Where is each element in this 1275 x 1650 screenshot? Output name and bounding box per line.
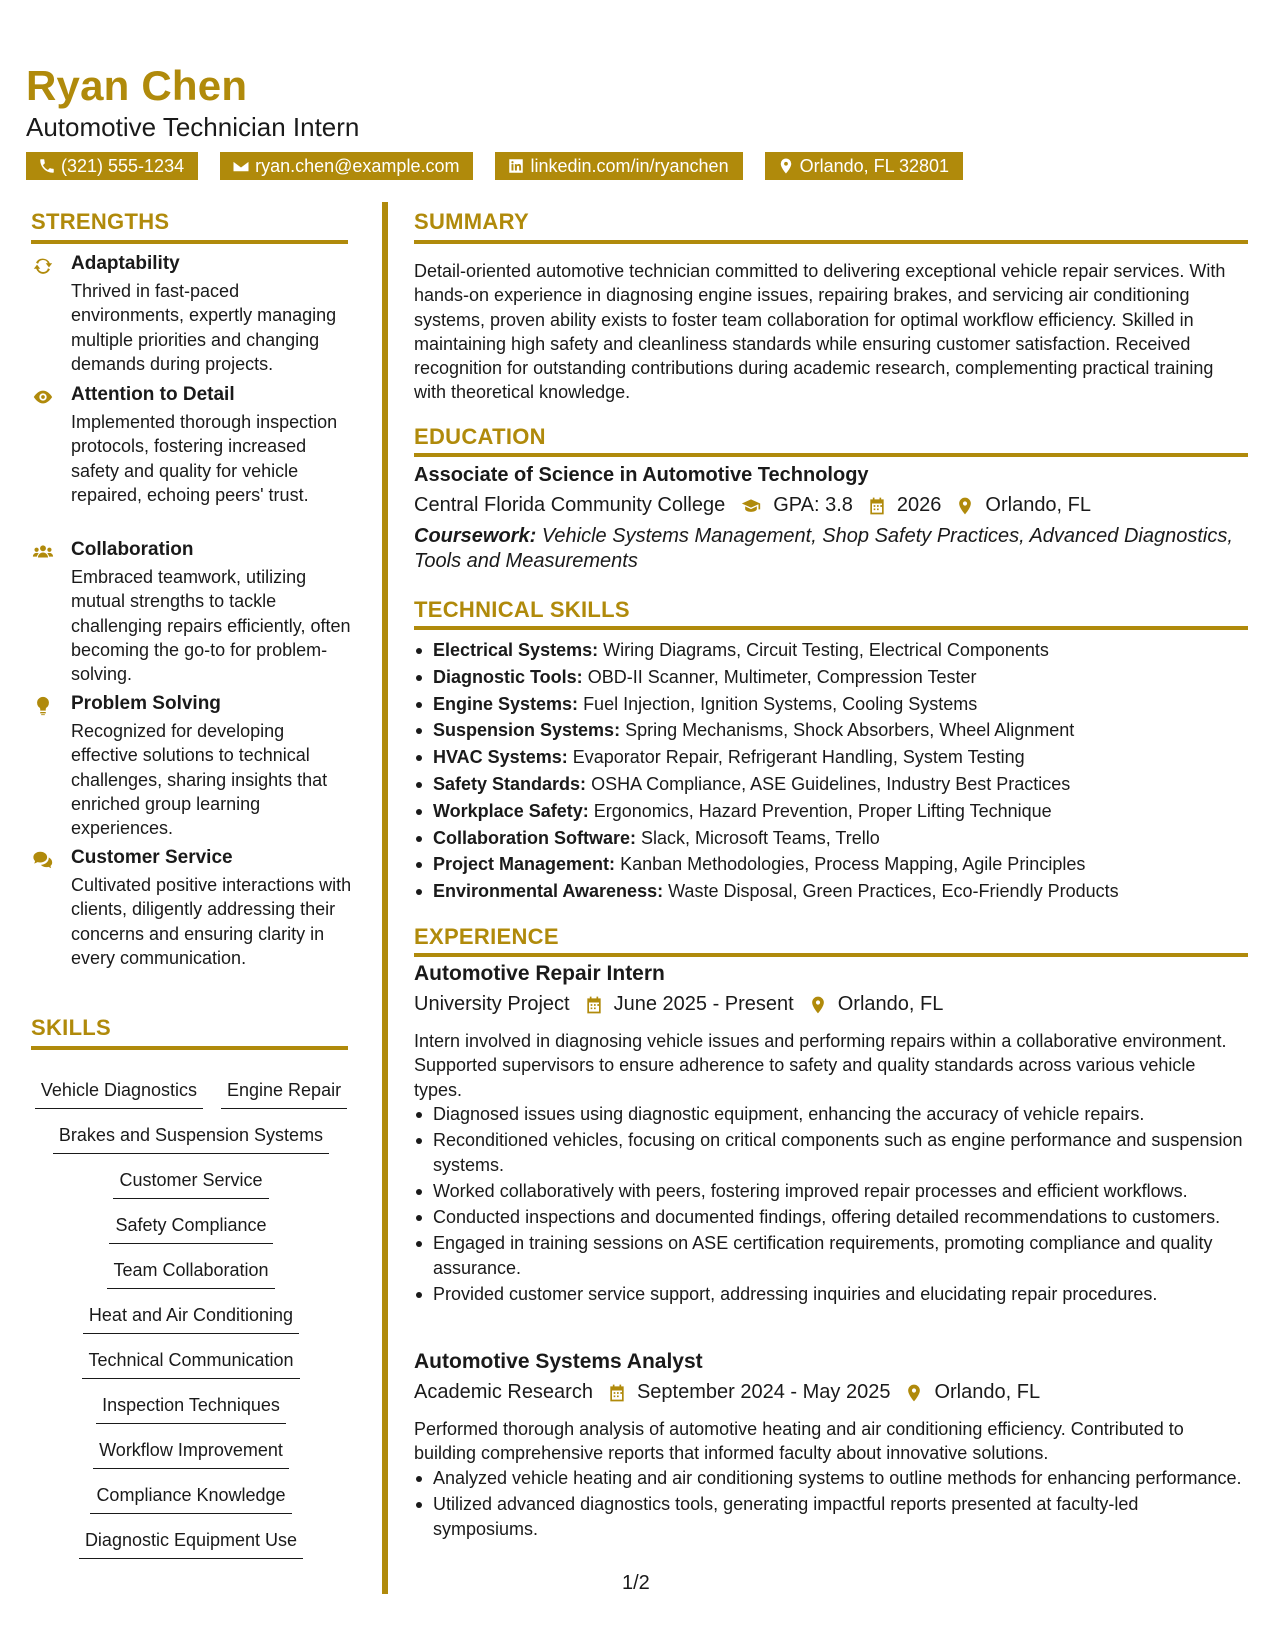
- users-icon: [32, 541, 54, 563]
- list-item: Environmental Awareness: Waste Disposal, Green Practices, Eco-Friendly Products: [414, 878, 1244, 905]
- technical-skills-heading: TECHNICAL SKILLS: [414, 597, 630, 622]
- skill-tag: Engine Repair: [221, 1078, 347, 1109]
- skill-tag: Vehicle Diagnostics: [35, 1078, 203, 1109]
- skills-heading: SKILLS: [31, 1015, 112, 1040]
- eye-icon: [32, 386, 54, 408]
- skill-tag: Compliance Knowledge: [90, 1483, 291, 1514]
- job-summary: Intern involved in diagnosing vehicle issues and performing repairs within a collaborative environment. Supported supervisors to ensure adherence to safety and quality standards across various vehicle types.: [414, 1031, 1227, 1100]
- job-org: University Project: [414, 993, 570, 1015]
- location-chip: [765, 152, 963, 180]
- graduation-cap-icon: [739, 496, 763, 516]
- skill-tag: Heat and Air Conditioning: [83, 1303, 299, 1334]
- calendar-icon: [607, 1383, 627, 1403]
- skill-tag: Technical Communication: [82, 1348, 299, 1379]
- skill-tag: Brakes and Suspension Systems: [53, 1123, 329, 1154]
- coursework: [414, 524, 1244, 574]
- job-location: Orlando, FL: [934, 1381, 1041, 1403]
- education-location: Orlando, FL: [985, 494, 1092, 516]
- strength-desc: Embraced teamwork, utilizing mutual strengths to tackle challenging repairs efficiently, often becoming the go-to for problem-solving.: [71, 567, 351, 685]
- job-summary: Performed thorough analysis of automotive heating and air conditioning efficiency. Contributed to building comprehensive reports that informed faculty about innovative solutions.: [414, 1419, 1184, 1464]
- phone-chip[interactable]: [26, 152, 198, 180]
- list-item: Worked collaboratively with peers, fostering improved repair processes and efficient workflows.: [414, 1179, 1244, 1203]
- summary-rule: [414, 240, 1248, 244]
- skill-tag: Workflow Improvement: [93, 1438, 289, 1469]
- candidate-name: Ryan Chen: [26, 62, 248, 109]
- summary-heading: SUMMARY: [414, 209, 529, 234]
- skill-tag: Inspection Techniques: [96, 1393, 286, 1424]
- job-bullets: [414, 1102, 1244, 1306]
- education-heading: EDUCATION: [414, 424, 546, 449]
- list-item: Diagnostic Tools: OBD-II Scanner, Multimeter, Compression Tester: [414, 664, 1244, 691]
- map-pin-icon: [904, 1383, 924, 1403]
- coursework-text: Vehicle Systems Management, Shop Safety Practices, Advanced Diagnostics, Tools and Measurements: [414, 525, 1233, 572]
- strength-desc: Cultivated positive interactions with clients, diligently addressing their concerns and ensuring clarity in every communication.: [71, 875, 352, 968]
- page-number: 1/2: [622, 1572, 650, 1594]
- map-pin-icon: [955, 496, 975, 516]
- school-name: Central Florida Community College: [414, 494, 726, 516]
- strength-desc: Thrived in fast-paced environments, expertly managing multiple priorities and changing demands during projects.: [71, 281, 337, 374]
- list-item: Conducted inspections and documented findings, offering detailed recommendations to customers.: [414, 1205, 1244, 1229]
- list-item: Electrical Systems: Wiring Diagrams, Circuit Testing, Electrical Components: [414, 637, 1244, 664]
- strength-title: Adaptability: [71, 253, 180, 274]
- strength-desc: Implemented thorough inspection protocols, fostering increased safety and quality for vehicle repaired, echoing peers' trust.: [71, 412, 338, 505]
- job-title: Automotive Systems Analyst: [414, 1350, 703, 1373]
- job-location: Orlando, FL: [837, 993, 944, 1015]
- list-item: Safety Standards: OSHA Compliance, ASE Guidelines, Industry Best Practices: [414, 771, 1244, 798]
- list-item: Suspension Systems: Spring Mechanisms, Shock Absorbers, Wheel Alignment: [414, 717, 1244, 744]
- phone-icon: [38, 157, 56, 175]
- column-divider: [382, 202, 388, 1594]
- list-item: Collaboration Software: Slack, Microsoft Teams, Trello: [414, 825, 1244, 852]
- technical-skills-rule: [414, 626, 1248, 630]
- strength-item: [32, 384, 352, 529]
- list-item: Reconditioned vehicles, focusing on critical components such as engine performance and suspension systems.: [414, 1128, 1244, 1177]
- skill-tag: Safety Compliance: [109, 1213, 272, 1244]
- skill-tag: Diagnostic Equipment Use: [79, 1528, 303, 1559]
- map-pin-icon: [808, 995, 828, 1015]
- list-item: Analyzed vehicle heating and air conditioning systems to outline methods for enhancing performance.: [414, 1466, 1244, 1490]
- coursework-label: Coursework:: [414, 525, 537, 547]
- gpa-text: GPA: 3.8: [773, 494, 853, 516]
- linkedin-text: linkedin.com/in/ryanchen: [530, 155, 729, 176]
- phone-text: (321) 555-1234: [61, 155, 185, 176]
- list-item: Workplace Safety: Ergonomics, Hazard Prevention, Proper Lifting Technique: [414, 798, 1244, 825]
- experience-rule: [414, 953, 1248, 957]
- strength-title: Collaboration: [71, 539, 194, 560]
- job-title: Automotive Repair Intern: [414, 962, 665, 985]
- strength-item: [32, 253, 352, 373]
- summary-text: Detail-oriented automotive technician committed to delivering exceptional vehicle repair services. With hands-on experience in diagnosing engine issues, repairing brakes, and servicing air conditioning systems, proven ability exists to foster team collaboration for optimal workflow efficiency. Skilled in maintaining high safety and cleanliness standards while ensuring customer satisfaction. Received recognition for outstanding contributions during academic research, complementing practical training with theoretical knowledge.: [414, 261, 1226, 403]
- strength-item: [32, 693, 352, 838]
- list-item: HVAC Systems: Evaporator Repair, Refrigerant Handling, System Testing: [414, 744, 1244, 771]
- list-item: Diagnosed issues using diagnostic equipment, enhancing the accuracy of vehicle repairs.: [414, 1102, 1244, 1126]
- strength-title: Attention to Detail: [71, 384, 235, 405]
- calendar-icon: [584, 995, 604, 1015]
- strength-title: Problem Solving: [71, 693, 221, 714]
- job-org: Academic Research: [414, 1381, 593, 1403]
- map-pin-icon: [777, 157, 795, 175]
- education-rule: [414, 453, 1248, 457]
- list-item: Engine Systems: Fuel Injection, Ignition Systems, Cooling Systems: [414, 691, 1244, 718]
- list-item: Utilized advanced diagnostics tools, generating impactful reports presented at faculty-led symposiums.: [414, 1492, 1244, 1541]
- calendar-icon: [867, 496, 887, 516]
- job-bullets: [414, 1466, 1244, 1541]
- job-meta: [414, 993, 943, 1016]
- list-item: Provided customer service support, addressing inquiries and elucidating repair procedures.: [414, 1282, 1244, 1306]
- experience-heading: EXPERIENCE: [414, 924, 559, 949]
- degree-title: Associate of Science in Automotive Technology: [414, 464, 869, 486]
- job-dates: June 2025 - Present: [613, 993, 794, 1015]
- strength-item: [32, 847, 352, 967]
- skills-list: [32, 1078, 350, 1573]
- refresh-icon: [32, 255, 54, 277]
- job-meta: [414, 1381, 1040, 1404]
- skills-rule: [31, 1046, 348, 1050]
- location-text: Orlando, FL 32801: [799, 155, 950, 176]
- email-text: ryan.chen@example.com: [255, 155, 460, 176]
- comments-icon: [32, 849, 54, 871]
- skill-tag: Team Collaboration: [107, 1258, 274, 1289]
- strength-title: Customer Service: [71, 847, 233, 868]
- list-item: Engaged in training sessions on ASE certification requirements, promoting compliance and quality assurance.: [414, 1231, 1244, 1280]
- technical-skills-list: [414, 637, 1244, 905]
- education-meta: [414, 494, 1091, 517]
- strength-desc: Recognized for developing effective solutions to technical challenges, sharing insights that enriched group learning experiences.: [71, 721, 328, 839]
- lightbulb-icon: [32, 695, 54, 717]
- graduation-year: 2026: [896, 494, 942, 516]
- email-chip[interactable]: [220, 152, 473, 180]
- strengths-heading: STRENGTHS: [31, 209, 170, 234]
- job-dates: September 2024 - May 2025: [636, 1381, 891, 1403]
- envelope-icon: [232, 157, 250, 175]
- candidate-title: Automotive Technician Intern: [26, 112, 360, 142]
- list-item: Project Management: Kanban Methodologies, Process Mapping, Agile Principles: [414, 851, 1244, 878]
- strength-item: [32, 539, 352, 684]
- contact-bar: [26, 152, 985, 180]
- skill-tag: Customer Service: [113, 1168, 268, 1199]
- strengths-rule: [31, 240, 348, 244]
- linkedin-chip[interactable]: [495, 152, 742, 180]
- linkedin-icon: [507, 157, 525, 175]
